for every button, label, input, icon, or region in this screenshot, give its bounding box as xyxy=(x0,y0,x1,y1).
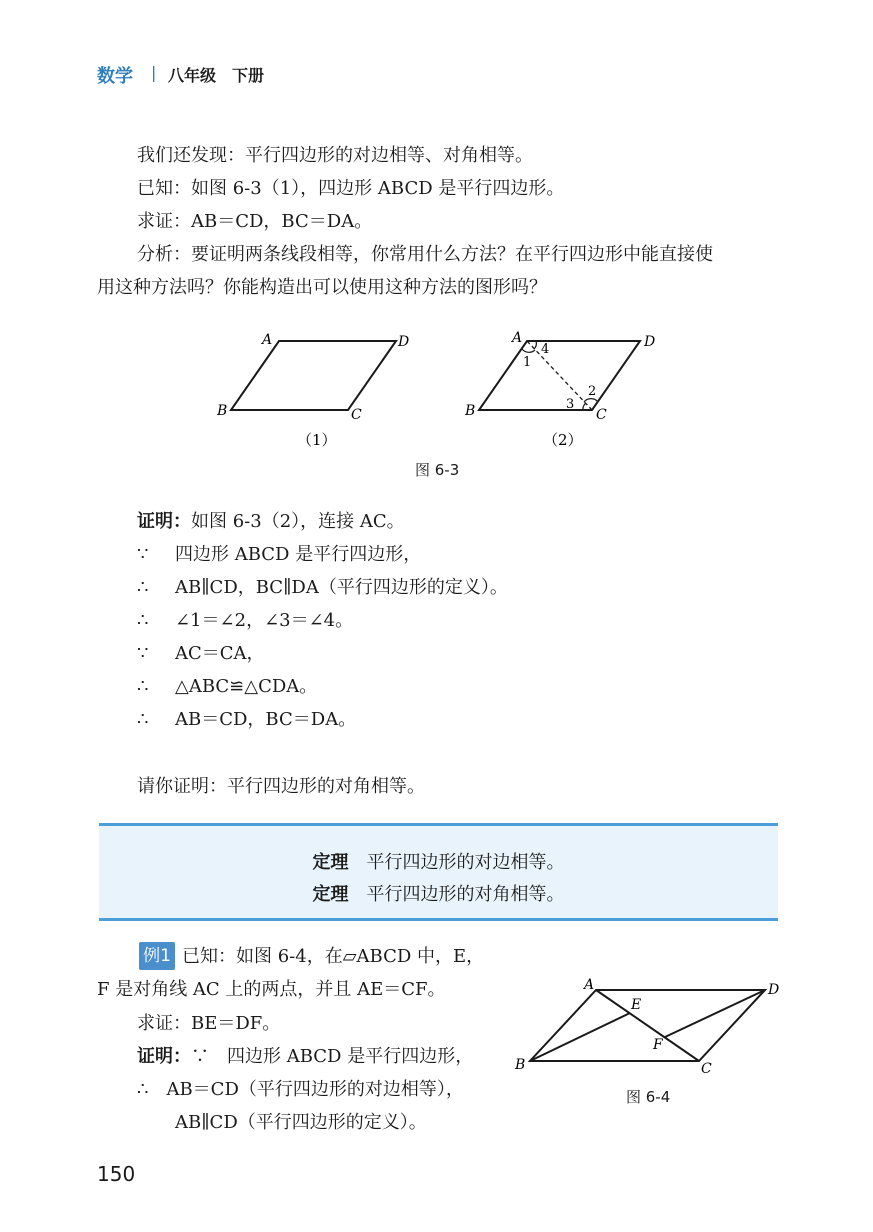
figure-6-3 xyxy=(200,320,680,480)
step-symbol: ∴ xyxy=(137,577,149,598)
fig1-label-c: C xyxy=(351,407,362,423)
proof-first-line xyxy=(137,510,405,534)
step-text: AB∥CD，BC∥DA（平行四边形的定义）。 xyxy=(175,577,508,598)
fig1-label-a: A xyxy=(262,332,273,348)
segment-df xyxy=(665,990,765,1037)
diagonal-ac xyxy=(596,990,699,1061)
prove-text: 求证：AB＝CD，BC＝DA。 xyxy=(137,211,373,232)
fig4-label-e: E xyxy=(631,997,642,1013)
header-subject: 数学 xyxy=(97,66,133,87)
parallelogram-1 xyxy=(231,341,396,410)
proof-label: 证明： xyxy=(137,511,191,532)
fig2-label-d: D xyxy=(644,334,656,350)
segment-be xyxy=(530,1013,630,1061)
proof-step-2 xyxy=(137,576,508,600)
figure-6-3-caption: 图 6-3 xyxy=(415,461,460,479)
theorem-1 xyxy=(99,848,778,874)
step-symbol: ∵ xyxy=(137,643,149,664)
header-grade: 八年级 下册 xyxy=(168,66,265,85)
step-symbol: ∴ xyxy=(137,676,149,697)
analysis-line-1: 分析：要证明两条线段相等，你常用什么方法？在平行四边形中能直接使 xyxy=(137,244,713,265)
page-number: 150 xyxy=(97,1162,136,1186)
fig4-label-c: C xyxy=(701,1061,712,1077)
step-symbol: ∴ xyxy=(137,610,149,631)
proof-step-4 xyxy=(137,642,265,666)
step-text: ∠1＝∠2，∠3＝∠4。 xyxy=(175,610,354,631)
fig2-label-b: B xyxy=(465,403,476,419)
theorem-box xyxy=(99,823,778,921)
fig2-label-c: C xyxy=(596,407,607,423)
theorem-2 xyxy=(99,880,778,906)
example-prove: 求证：BE＝DF。 xyxy=(137,1013,281,1034)
angle-label-4: 4 xyxy=(541,342,550,357)
example-proof-line-1 xyxy=(137,1045,473,1069)
theorem-text: 平行四边形的对边相等。 xyxy=(366,852,565,873)
example-badge: 例1 xyxy=(139,942,175,970)
analysis-line-2: 用这种方法吗？你能构造出可以使用这种方法的图形吗？ xyxy=(97,277,547,298)
diagonal-ac xyxy=(527,341,592,410)
exercise-text: 请你证明：平行四边形的对角相等。 xyxy=(137,776,425,797)
figure-6-4-caption: 图 6-4 xyxy=(626,1088,671,1106)
figure-6-4 xyxy=(505,975,795,1085)
example-line-1: 已知：如图 6-4，在▱ABCD 中，E， xyxy=(182,946,485,967)
fig1-label-d: D xyxy=(398,334,410,350)
fig2-sub-caption: （2） xyxy=(543,431,583,449)
fig4-label-f: F xyxy=(653,1037,663,1053)
proof-step-6 xyxy=(137,708,357,732)
step-symbol: ∵ xyxy=(137,544,149,565)
fig1-label-b: B xyxy=(217,403,228,419)
step-text: AC＝CA， xyxy=(175,643,265,664)
angle-label-2: 2 xyxy=(588,384,597,399)
fig1-sub-caption: （1） xyxy=(297,431,337,449)
given-text: 已知：如图 6-3（1），四边形 ABCD 是平行四边形。 xyxy=(137,178,565,199)
angle-arc-2 xyxy=(584,399,598,402)
angle-arc-3 xyxy=(583,403,586,410)
proof-step-5 xyxy=(137,675,318,699)
example-proof-line-3: AB∥CD（平行四边形的定义）。 xyxy=(175,1112,427,1133)
example-proof-label: 证明： xyxy=(137,1046,191,1067)
fig4-label-a: A xyxy=(584,977,595,993)
angle-arc-4 xyxy=(534,341,536,349)
proof-first-text: 如图 6-3（2），连接 AC。 xyxy=(191,511,405,532)
example-proof-text: ∵ 四边形 ABCD 是平行四边形， xyxy=(191,1046,474,1067)
fig2-label-a: A xyxy=(512,330,523,346)
angle-label-1: 1 xyxy=(523,355,532,370)
fig4-label-d: D xyxy=(768,982,780,998)
parallelogram-2 xyxy=(479,341,640,410)
theorem-label: 定理 xyxy=(312,884,349,905)
discovery-text: 我们还发现：平行四边形的对边相等、对角相等。 xyxy=(137,145,533,166)
angle-label-3: 3 xyxy=(566,397,575,412)
proof-step-3 xyxy=(137,609,354,633)
angle-arc-1 xyxy=(522,349,535,352)
header-separator: | xyxy=(151,63,157,82)
example-line-2: F 是对角线 AC 上的两点，并且 AE＝CF。 xyxy=(97,979,446,1000)
step-symbol: ∴ xyxy=(137,709,149,730)
step-text: △ABC≌△CDA。 xyxy=(175,676,318,697)
theorem-text: 平行四边形的对角相等。 xyxy=(366,884,565,905)
step-text: AB＝CD，BC＝DA。 xyxy=(175,709,357,730)
step-text: 四边形 ABCD 是平行四边形， xyxy=(175,544,422,565)
example-proof-line-2: ∴ AB＝CD（平行四边形的对边相等）， xyxy=(137,1079,464,1100)
fig4-label-b: B xyxy=(515,1057,526,1073)
proof-step-1 xyxy=(137,543,422,567)
theorem-label: 定理 xyxy=(312,852,349,873)
